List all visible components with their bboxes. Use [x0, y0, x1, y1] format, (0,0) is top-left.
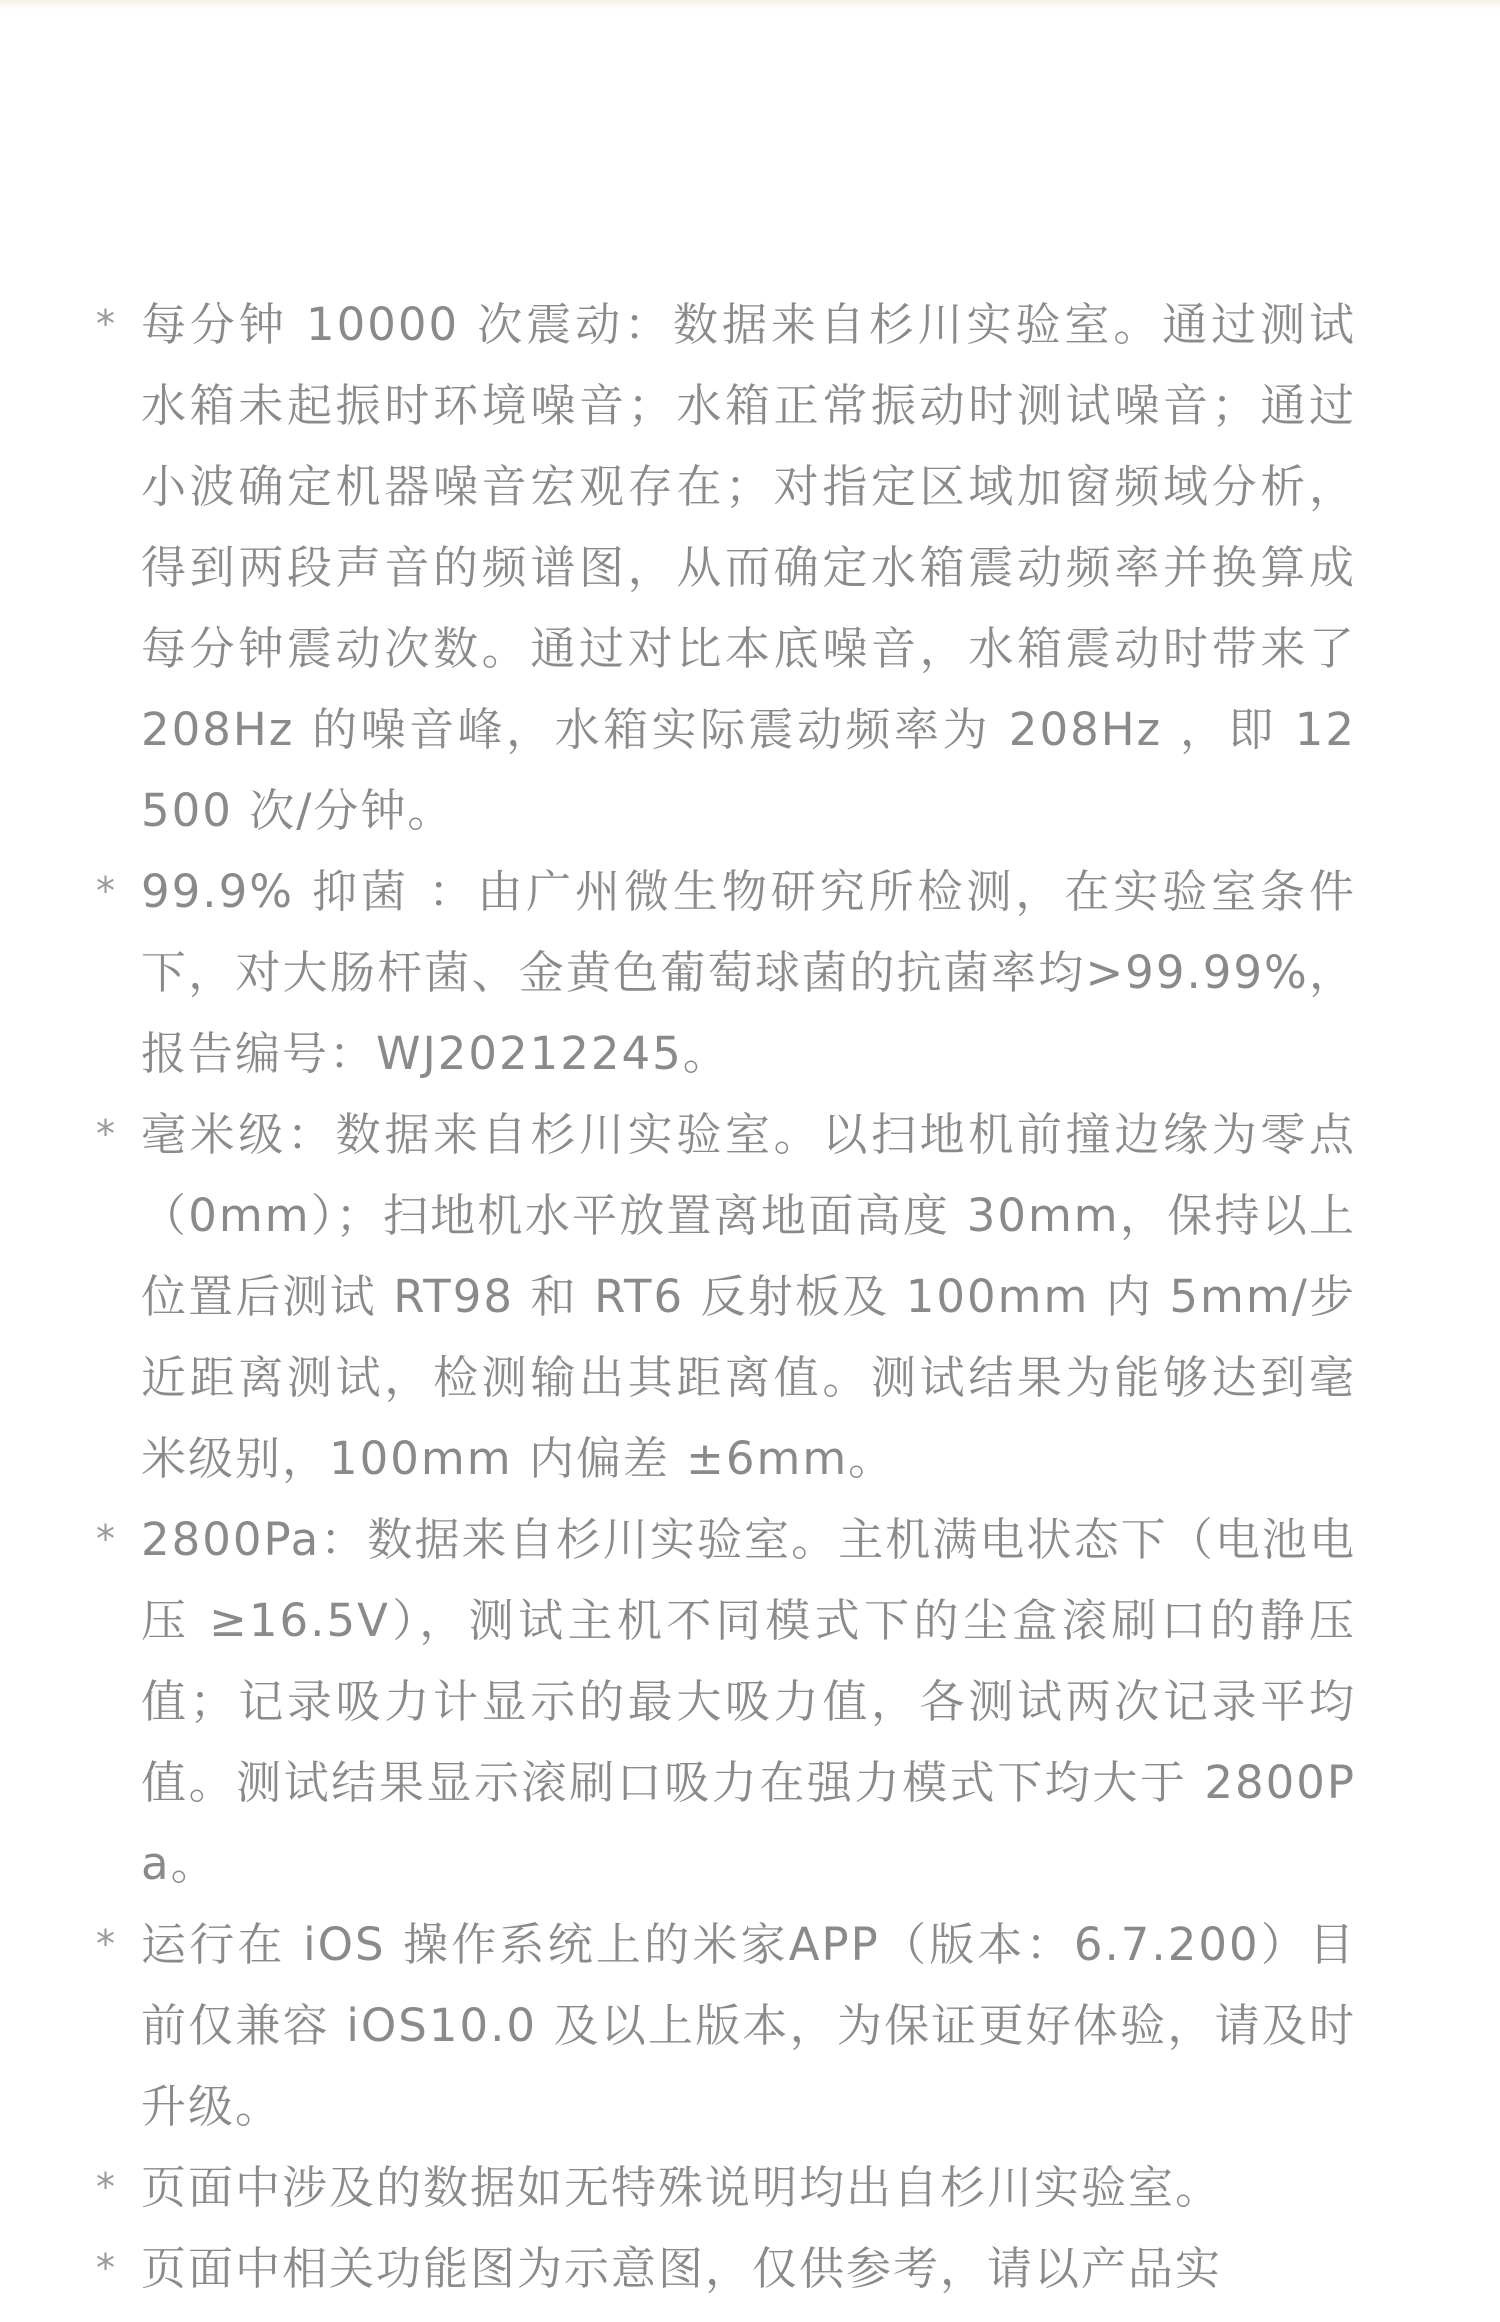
bullet-marker: *	[96, 1517, 117, 1561]
footnote-millimeter	[96, 1094, 1356, 1499]
footnote-vibration	[96, 284, 1356, 851]
footnote-text: 99.9% 抑菌 ：由广州微生物研究所检测，在实验室条件下，对大肠杆菌、金黄色葡萄球菌的抗菌率均>99.99%，报告编号：WJ20212245。	[141, 865, 1356, 1080]
footnote-text: 页面中涉及的数据如无特殊说明均出自杉川实验室。	[141, 2161, 1223, 2214]
footnote-text: 页面中相关功能图为示意图，仅供参考，请以产品实	[141, 2242, 1223, 2295]
footnote-illustration	[96, 2228, 1356, 2309]
top-edge-strip	[0, 0, 1500, 10]
bullet-marker: *	[96, 1112, 117, 1156]
footnote-list	[96, 284, 1356, 2309]
bullet-marker: *	[96, 1922, 117, 1966]
footnote-suction	[96, 1499, 1356, 1904]
footnote-ios-app	[96, 1904, 1356, 2147]
footnote-text: 每分钟 10000 次震动：数据来自杉川实验室。通过测试水箱未起振时环境噪音；水箱正常振动时测试噪音；通过小波确定机器噪音宏观存在；对指定区域加窗频域分析，得到两段声音的频谱图，从而确定水箱震动频率并换算成每分钟震动次数。通过对比本底噪音，水箱震动时带来了 208Hz 的噪音峰，水箱实际震动频率为 208Hz ，即 12500 次/分钟。	[141, 298, 1356, 837]
bullet-marker: *	[96, 2165, 117, 2209]
bullet-marker: *	[96, 2246, 117, 2290]
footnote-antibacterial	[96, 851, 1356, 1094]
footnote-text: 2800Pa：数据来自杉川实验室。主机满电状态下（电池电压 ≥16.5V），测试主机不同模式下的尘盒滚刷口的静压值；记录吸力计显示的最大吸力值，各测试两次记录平均值。测试结果显示滚刷口吸力在强力模式下均大于 2800Pa。	[141, 1513, 1356, 1890]
footnote-data-source	[96, 2147, 1356, 2228]
footnote-text: 毫米级：数据来自杉川实验室。以扫地机前撞边缘为零点（0mm）；扫地机水平放置离地面高度 30mm，保持以上位置后测试 RT98 和 RT6 反射板及 100mm 内 5mm/步近距离测试，检测输出其距离值。测试结果为能够达到毫米级别，100mm 内偏差 ±6mm。	[141, 1108, 1356, 1485]
footnote-text: 运行在 iOS 操作系统上的米家APP（版本：6.7.200）目前仅兼容 iOS10.0 及以上版本，为保证更好体验，请及时升级。	[141, 1918, 1356, 2133]
bullet-marker: *	[96, 869, 117, 913]
bullet-marker: *	[96, 302, 117, 346]
